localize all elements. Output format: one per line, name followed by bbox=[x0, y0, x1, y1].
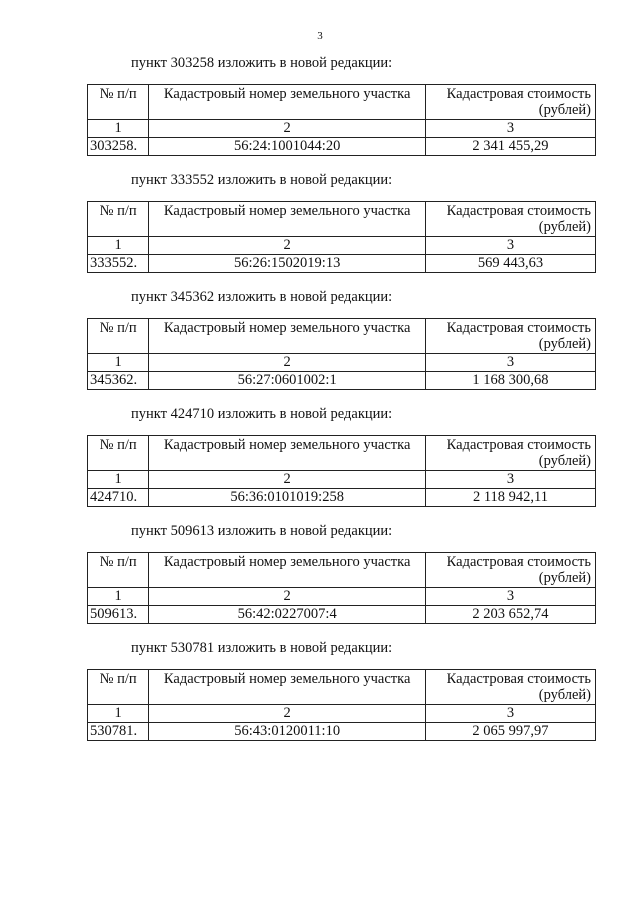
header-cadastral-number: Кадастровый номер земельного участка bbox=[149, 202, 426, 237]
column-index: 1 bbox=[88, 354, 149, 372]
row-cadastral-number: 56:36:0101019:258 bbox=[149, 489, 426, 507]
column-index: 3 bbox=[425, 471, 595, 489]
column-index: 2 bbox=[149, 237, 426, 255]
header-cadastral-value: Кадастровая стоимость (рублей) bbox=[425, 319, 595, 354]
header-num: № п/п bbox=[88, 436, 149, 471]
table-header-row bbox=[88, 670, 596, 705]
amendment-block bbox=[0, 522, 640, 624]
cadastral-table bbox=[87, 201, 596, 273]
row-cadastral-number: 56:24:1001044:20 bbox=[149, 138, 426, 156]
column-index: 2 bbox=[149, 354, 426, 372]
header-cadastral-number: Кадастровый номер земельного участка bbox=[149, 436, 426, 471]
page-number: 3 bbox=[317, 30, 323, 42]
amendment-block bbox=[0, 639, 640, 741]
header-num: № п/п bbox=[88, 319, 149, 354]
amendment-block bbox=[0, 54, 640, 156]
column-index-row bbox=[88, 237, 596, 255]
column-index: 2 bbox=[149, 120, 426, 138]
header-cadastral-number: Кадастровый номер земельного участка bbox=[149, 670, 426, 705]
amendment-intro: пункт 303258 изложить в новой редакции: bbox=[131, 55, 393, 71]
row-cadastral-value: 1 168 300,68 bbox=[425, 372, 595, 390]
header-cadastral-value: Кадастровая стоимость (рублей) bbox=[425, 553, 595, 588]
column-index-row bbox=[88, 705, 596, 723]
row-num: 530781. bbox=[88, 723, 149, 741]
column-index-row bbox=[88, 588, 596, 606]
row-num: 345362. bbox=[88, 372, 149, 390]
amendment-intro: пункт 424710 изложить в новой редакции: bbox=[131, 406, 393, 422]
column-index: 3 bbox=[425, 120, 595, 138]
amendment-intro: пункт 345362 изложить в новой редакции: bbox=[131, 289, 393, 305]
column-index: 2 bbox=[149, 471, 426, 489]
cadastral-table bbox=[87, 435, 596, 507]
row-cadastral-value: 2 118 942,11 bbox=[425, 489, 595, 507]
row-num: 424710. bbox=[88, 489, 149, 507]
header-num: № п/п bbox=[88, 202, 149, 237]
header-num: № п/п bbox=[88, 670, 149, 705]
row-cadastral-number: 56:26:1502019:13 bbox=[149, 255, 426, 273]
column-index: 1 bbox=[88, 471, 149, 489]
row-cadastral-number: 56:42:0227007:4 bbox=[149, 606, 426, 624]
table-header-row bbox=[88, 436, 596, 471]
header-num: № п/п bbox=[88, 553, 149, 588]
column-index: 3 bbox=[425, 354, 595, 372]
row-cadastral-value: 2 203 652,74 bbox=[425, 606, 595, 624]
table-header-row bbox=[88, 553, 596, 588]
row-num: 509613. bbox=[88, 606, 149, 624]
cadastral-table bbox=[87, 552, 596, 624]
column-index: 1 bbox=[88, 588, 149, 606]
row-cadastral-value: 569 443,63 bbox=[425, 255, 595, 273]
column-index-row bbox=[88, 354, 596, 372]
column-index: 2 bbox=[149, 705, 426, 723]
column-index: 2 bbox=[149, 588, 426, 606]
column-index: 1 bbox=[88, 705, 149, 723]
amendment-block bbox=[0, 288, 640, 390]
column-index: 3 bbox=[425, 237, 595, 255]
header-cadastral-value: Кадастровая стоимость (рублей) bbox=[425, 436, 595, 471]
column-index: 3 bbox=[425, 588, 595, 606]
table-header-row bbox=[88, 202, 596, 237]
header-cadastral-number: Кадастровый номер земельного участка bbox=[149, 85, 426, 120]
table-row bbox=[88, 606, 596, 624]
cadastral-table bbox=[87, 84, 596, 156]
header-cadastral-number: Кадастровый номер земельного участка bbox=[149, 553, 426, 588]
row-cadastral-value: 2 341 455,29 bbox=[425, 138, 595, 156]
header-num: № п/п bbox=[88, 85, 149, 120]
column-index-row bbox=[88, 471, 596, 489]
amendment-block bbox=[0, 171, 640, 273]
row-num: 333552. bbox=[88, 255, 149, 273]
cadastral-table bbox=[87, 669, 596, 741]
table-row bbox=[88, 138, 596, 156]
amendment-intro: пункт 333552 изложить в новой редакции: bbox=[131, 172, 393, 188]
amendment-intro: пункт 530781 изложить в новой редакции: bbox=[131, 640, 393, 656]
header-cadastral-value: Кадастровая стоимость (рублей) bbox=[425, 670, 595, 705]
column-index-row bbox=[88, 120, 596, 138]
header-cadastral-value: Кадастровая стоимость (рублей) bbox=[425, 202, 595, 237]
cadastral-table bbox=[87, 318, 596, 390]
row-num: 303258. bbox=[88, 138, 149, 156]
table-row bbox=[88, 489, 596, 507]
row-cadastral-value: 2 065 997,97 bbox=[425, 723, 595, 741]
amendment-intro: пункт 509613 изложить в новой редакции: bbox=[131, 523, 393, 539]
row-cadastral-number: 56:27:0601002:1 bbox=[149, 372, 426, 390]
table-row bbox=[88, 372, 596, 390]
column-index: 1 bbox=[88, 120, 149, 138]
amendment-list bbox=[0, 54, 640, 756]
amendment-block bbox=[0, 405, 640, 507]
row-cadastral-number: 56:43:0120011:10 bbox=[149, 723, 426, 741]
column-index: 3 bbox=[425, 705, 595, 723]
table-row bbox=[88, 723, 596, 741]
header-cadastral-number: Кадастровый номер земельного участка bbox=[149, 319, 426, 354]
table-row bbox=[88, 255, 596, 273]
table-header-row bbox=[88, 319, 596, 354]
column-index: 1 bbox=[88, 237, 149, 255]
table-header-row bbox=[88, 85, 596, 120]
header-cadastral-value: Кадастровая стоимость (рублей) bbox=[425, 85, 595, 120]
